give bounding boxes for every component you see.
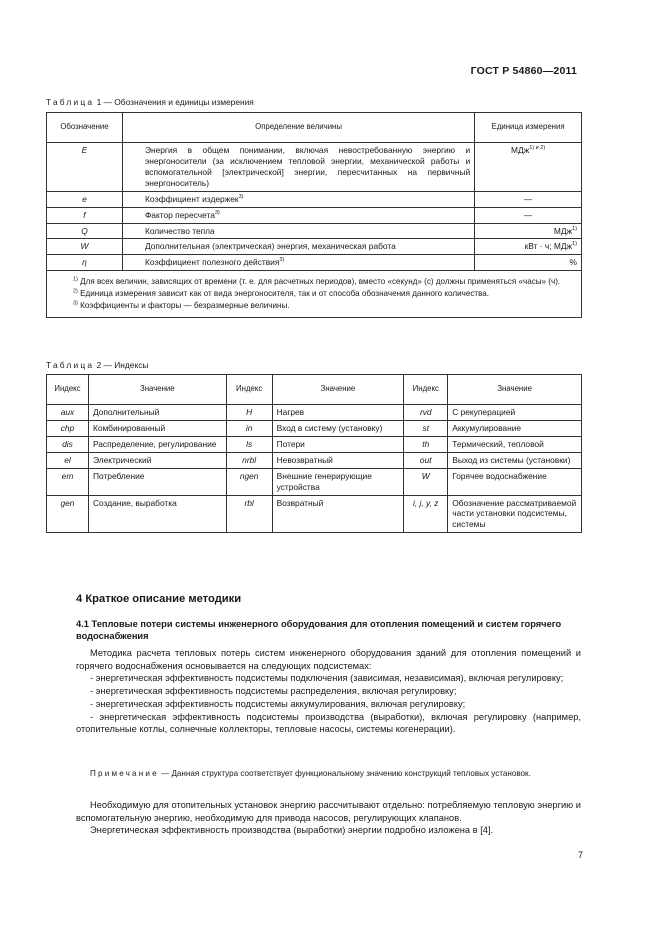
table2-row: [47, 436, 582, 452]
table2: [46, 374, 582, 533]
list-item: - энергетическая эффективность подсистемы распределения, включая регулировку;: [90, 686, 457, 697]
index-cell: em: [47, 468, 89, 495]
definition-text: Коэффициент полезного действия: [144, 257, 280, 268]
definition-text: Дополнительная (электрическая) энергия, механическая работа: [144, 241, 396, 252]
table1-caption-text: 1 — Обозначения и единицы измерения: [94, 97, 254, 107]
definition-cell: [122, 239, 474, 255]
table1-row: [47, 255, 582, 271]
value-cell: Распределение, регулирование: [88, 436, 226, 452]
value-cell: С рекуперацией: [448, 405, 582, 421]
index-cell: el: [47, 452, 89, 468]
paragraph: Необходимую для отопительных установок энергию рассчитывают отдельно: потребляемую тепловую энергию и вспомогательную энергию, необходимую для привода насосов, регулирующих клапанов.: [76, 800, 581, 823]
table1-footnotes: [47, 271, 582, 317]
note-text: — Данная структура соответствует функциональному значению конструкций тепловых установок.: [158, 769, 531, 778]
index-cell: rvd: [404, 405, 448, 421]
table1-row: [47, 143, 582, 192]
note-word: Примечание: [90, 769, 159, 778]
list-item: - энергетическая эффективность подсистемы производства (выработки), включая регулировку (например, отопительные котлы, солнечные коллекторы, тепловые насосы, системы когенерации).: [76, 711, 581, 735]
paragraph: Энергетическая эффективность производства (выработки) энергии подробно изложена в [4].: [90, 825, 494, 836]
definition-cell: [122, 191, 474, 207]
value-cell: Создание, выработка: [88, 495, 226, 533]
footnote-2: $^{2)}$ Единица измерения зависит как от вида энергоносителя, так и от способа обозначения данного количества.: [73, 288, 490, 299]
index-cell: out: [404, 452, 448, 468]
table2-caption-text: 2 — Индексы: [94, 360, 149, 370]
list-item: - энергетическая эффективность подсистемы аккумулирования, включая регулировку;: [90, 698, 466, 709]
closing-paragraphs: [76, 799, 581, 837]
value-cell: Дополнительный: [88, 405, 226, 421]
index-cell: W: [404, 468, 448, 495]
index-cell: dis: [47, 436, 89, 452]
definition-text: Энергия в общем понимании, включая невостребованную энергию и энергоносители (за исключением тепловой энергии, механической работы и вспомогательной [электрической] энергии, пересчитанных на первичный энергоноситель): [144, 145, 471, 188]
index-cell: ngen: [226, 468, 272, 495]
value-cell: Выход из системы (установки): [448, 452, 582, 468]
value-cell: Обозначение рассматриваемой части установки подсистемы, системы: [448, 495, 582, 533]
table2-caption: [46, 360, 148, 370]
table2-header-index: Индекс: [404, 375, 448, 405]
value-cell: Аккумулирование: [448, 420, 582, 436]
table2-row: [47, 420, 582, 436]
index-cell: th: [404, 436, 448, 452]
intro-paragraph: Методика расчета тепловых потерь систем инженерного оборудования зданий для отопления помещений и горячего водоснабжения основывается на следующих подсистемах:: [76, 648, 581, 671]
footnote-1: $^{1)}$ Для всех величин, зависящих от времени (т. е. для расчетных периодов), вместо «секунд» (с) должны применяться «часы» (ч).: [73, 276, 561, 287]
table1-row: [47, 223, 582, 239]
definition-cell: [122, 255, 474, 271]
unit-cell: [475, 239, 582, 255]
table2-header-index: Индекс: [47, 375, 89, 405]
footnote-ref: 3): [214, 209, 220, 216]
footnote-3: $^{3)}$ Коэффициенты и факторы — безразмерные величины.: [73, 300, 290, 310]
table1: [46, 112, 582, 318]
index-cell: gen: [47, 495, 89, 533]
value-cell: Комбинированный: [88, 420, 226, 436]
value-cell: Невозвратный: [272, 452, 404, 468]
table2-header-value: Значение: [448, 375, 582, 405]
table2-row: [47, 405, 582, 421]
index-cell: H: [226, 405, 272, 421]
value-cell: Нагрев: [272, 405, 404, 421]
value-cell: Вход в систему (установку): [272, 420, 404, 436]
index-cell: aux: [47, 405, 89, 421]
footnote-ref: 1): [572, 225, 577, 232]
index-cell: chp: [47, 420, 89, 436]
definition-cell: [122, 207, 474, 223]
footnote-ref: 3): [238, 193, 244, 200]
note: [76, 769, 581, 780]
unit-text: МДж: [553, 225, 573, 236]
symbol-cell: Q: [47, 223, 123, 239]
index-cell: st: [404, 420, 448, 436]
symbol-cell: η: [47, 255, 123, 271]
section-heading: 4 Краткое описание методики: [76, 593, 242, 605]
symbol-cell: W: [47, 239, 123, 255]
table2-header-value: Значение: [272, 375, 404, 405]
unit-text: кВт · ч; МДж: [524, 241, 573, 252]
unit-text: МДж: [510, 145, 530, 155]
footnote-ref: 3): [279, 257, 285, 264]
index-cell: i, j, y, z: [404, 495, 448, 533]
section-body: [76, 647, 581, 736]
page-number: 7: [578, 850, 584, 860]
table2-header-index: Индекс: [226, 375, 272, 405]
table2-row: [47, 452, 582, 468]
standard-header: ГОСТ Р 54860—2011: [470, 65, 577, 77]
symbol-cell: E: [47, 143, 123, 192]
definition-text: Количество тепла: [144, 225, 215, 236]
table1-caption: [46, 97, 254, 107]
definition-cell: [122, 143, 474, 192]
value-cell: Потребление: [88, 468, 226, 495]
unit-cell: [475, 191, 582, 207]
table2-caption-word: Таблица: [46, 360, 95, 370]
table1-row: [47, 191, 582, 207]
definition-text: Фактор пересчета: [144, 209, 215, 220]
index-cell: in: [226, 420, 272, 436]
unit-cell: [475, 207, 582, 223]
footnote-ref: 1): [572, 241, 577, 248]
value-cell: Потери: [272, 436, 404, 452]
table2-row: [47, 495, 582, 533]
table1-header-symbol: Обозначение: [47, 113, 123, 143]
symbol-cell: f: [47, 207, 123, 223]
definition-cell: [122, 223, 474, 239]
index-cell: nrbl: [226, 452, 272, 468]
definition-text: Коэффициент издержек: [144, 193, 239, 204]
table1-row: [47, 207, 582, 223]
table2-row: [47, 468, 582, 495]
symbol-cell: e: [47, 191, 123, 207]
table1-header-definition: Определение величины: [122, 113, 474, 143]
value-cell: Внешние генерирующие устройства: [272, 468, 404, 495]
unit-cell: [475, 223, 582, 239]
table1-header-unit: Единица измерения: [475, 113, 582, 143]
unit-cell: [475, 255, 582, 271]
table1-caption-word: Таблица: [46, 97, 95, 107]
subsection-heading: 4.1 Тепловые потери системы инженерного оборудования для отопления помещений и систем горячего водоснабжения: [76, 619, 562, 642]
unit-text: %: [569, 257, 577, 268]
footnote-ref: 1) и 2): [529, 145, 546, 152]
index-cell: ls: [226, 436, 272, 452]
unit-text: —: [523, 193, 533, 204]
index-cell: rbl: [226, 495, 272, 533]
value-cell: Электрический: [88, 452, 226, 468]
value-cell: Горячее водоснабжение: [448, 468, 582, 495]
value-cell: Термический, тепловой: [448, 436, 582, 452]
list-item: - энергетическая эффективность подсистемы подключения (зависимая, независимая), включая регулировку;: [90, 673, 564, 684]
value-cell: Возвратный: [272, 495, 404, 533]
table2-header-value: Значение: [88, 375, 226, 405]
unit-text: —: [523, 209, 533, 220]
unit-cell: [475, 143, 582, 192]
table1-row: [47, 239, 582, 255]
